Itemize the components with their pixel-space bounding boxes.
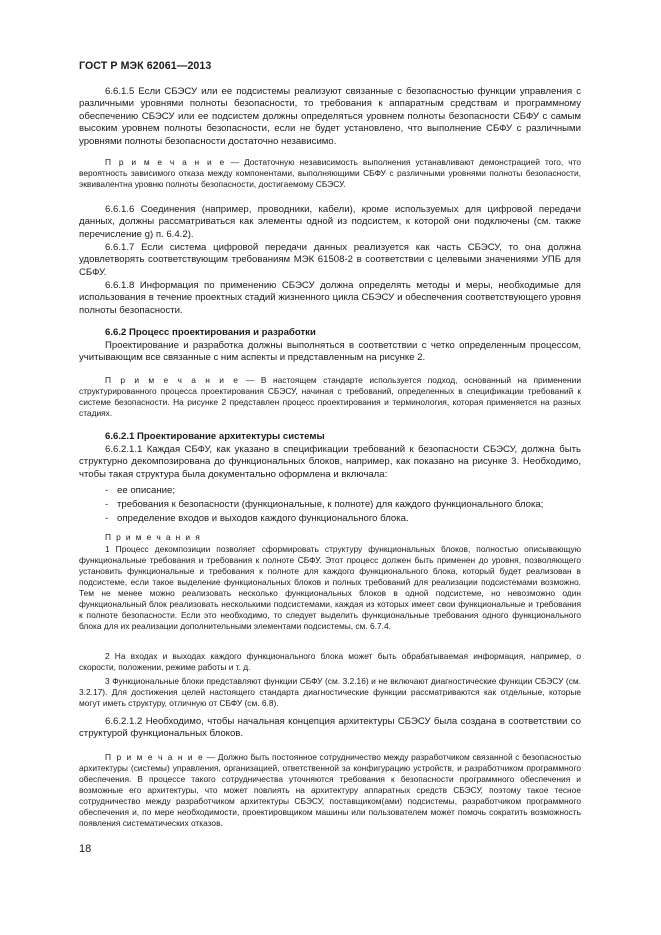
note-item-3: 3 Функциональные блоки представляют функции СБФУ (см. 3.2.16) и не включают диагностические функции СБЭСУ (см. 3.2.17). Для достижения целей настоящего стандарта диагностические функции рассматриваются как отдельные, которые могут иметь структуру, отличную от СБФУ (см. 6.8). xyxy=(79,676,581,709)
heading-6-6-2-1: 6.6.2.1 Проектирование архитектуры системы xyxy=(105,431,325,442)
note-label: П р и м е ч а н и е xyxy=(105,752,205,762)
list-item: - определение входов и выходов каждого функционального блока. xyxy=(105,513,409,524)
note-text: — Должно быть постоянное сотрудничество между разработчиком связанной с безопасностью архитектуры (системы) управления, организацией, ответственной за конфигурацию устройств, и разработчиком программного обеспечения. В процессе такого сотрудничества уточняются требования к безопасности программного обеспечения и возможные его архитектуры, что может повлиять на архитектуру аппаратных средств СБЭСУ, поэтому такое тесное сотрудничество между разработчиком архитектуры СБЭСУ, поставщиком(ами) подсистемы, разработчиком программного обеспечения и, по мере необходимости, проектировщиком машины или пользователем может помочь сократить возможность появления систематических отказов. xyxy=(79,752,581,829)
paragraph-design-process: Проектирование и разработка должны выполняться в соответствии с четко определенным процессом, учитывающим все связанные с ним аспекты и представленным на рисунке 2. xyxy=(79,340,581,364)
note-label: П р и м е ч а н и е xyxy=(105,375,240,385)
clause-6-6-1-8: 6.6.1.8 Информация по применению СБЭСУ должна определять методы и меры, необходимые для использования в течение проектных стадий жизненного цикла СБЭСУ и обеспечения соответствующего уровня полноты безопасности. xyxy=(79,280,581,316)
list-item: - ее описание; xyxy=(105,485,176,496)
note-item-2: 2 На входах и выходах каждого функционального блока может быть обрабатываемая информация, например, о скорости, положении, режиме работы и т. д. xyxy=(79,651,581,673)
clause-6-6-1-7: 6.6.1.7 Если система цифровой передачи данных реализуется как часть СБЭСУ, то она должна удовлетворять соответствующим требованиям МЭК 61508-2 в соответствии с целевыми значениями УПБ для СБФУ. xyxy=(79,242,581,278)
clause-6-6-1-6: 6.6.1.6 Соединения (например, проводники, кабели), кроме используемых для цифровой передачи данных, должны рассматриваться как элементы одной из подсистем, к которой они подключены (см. также перечисление g) п. 6.4.2). xyxy=(79,204,581,240)
note-3 xyxy=(79,752,581,829)
notes-label: П р и м е ч а н и я xyxy=(105,532,202,542)
document-header: ГОСТ Р МЭК 62061—2013 xyxy=(79,60,212,72)
note-text: — В настоящем стандарте используется подход, основанный на применении структурированного процесса проектирования СБЭСУ, начиная с требований, определенных в спецификации требований к системе безопасности. На рисунке 2 представлен процесс проектирования и терминология, которая применяется на разных стадиях. xyxy=(79,375,581,419)
clause-6-6-1-5: 6.6.1.5 Если СБЭСУ или ее подсистемы реализуют связанные с безопасностью функции управления с различными уровнями полноты безопасности, то требования к аппаратным средствам и программному обеспечению СБЭСУ или ее подсистем должны определяться уровнем полноты безопасности СБФУ с самым высоким уровнем полноты безопасности, если не будет установлено, что выполнение СБФУ с различными уровнями полноты безопасности достаточно независимо. xyxy=(79,86,581,147)
note-2 xyxy=(79,375,581,419)
note-label: П р и м е ч а н и е xyxy=(105,157,226,167)
note-text: — Достаточную независимость выполнения устанавливают демонстрацией того, что вероятность зависимого отказа между компонентами, выполняющими СБФУ с различными уровнями полноты безопасности, эквивалентна уровню полноты безопасности, достигаемому СБЭСУ. xyxy=(79,157,581,190)
heading-6-6-2: 6.6.2 Процесс проектирования и разработки xyxy=(105,327,316,338)
list-item: - требования к безопасности (функциональные, к полноте) для каждого функционального блока; xyxy=(105,499,544,510)
clause-6-6-2-1-1: 6.6.2.1.1 Каждая СБФУ, как указано в спецификации требований к безопасности СБЭСУ, должна быть структурно декомпозирована до функциональных блоков, например, как показано на рисунке 3. Необходимо, чтобы такая структура была документально оформлена и включала: xyxy=(79,444,581,480)
note-item-1: 1 Процесс декомпозиции позволяет сформировать структуру функциональных блоков, полностью описывающую функциональные требования и требования к полноте СБФУ. Этот процесс должен быть применен до уровня, позволяющего установить функциональные и требования к полноте для каждого функционального блока, который будет реализован в подсистеме, если такое выделение функциональных блоков и полных требований для реализации подсистемами возможно. Тем не менее можно реализовать несколько функциональных блоков в одной подсистеме, но невозможно один функциональный блок реализовать несколькими подсистемами, каждая из которых имеет свои функциональные и требования к полноте безопасности. Если это необходимо, то следует выделить функциональные требования одного функционального блока для их реализации дополнительными элементами подсистемы, см. 6.7.4. xyxy=(79,544,581,632)
note-1 xyxy=(79,157,581,190)
page-number: 18 xyxy=(79,843,92,855)
clause-6-6-2-1-2: 6.6.2.1.2 Необходимо, чтобы начальная концепция архитектуры СБЭСУ была создана в соответствии со структурой функциональных блоков. xyxy=(79,716,581,740)
